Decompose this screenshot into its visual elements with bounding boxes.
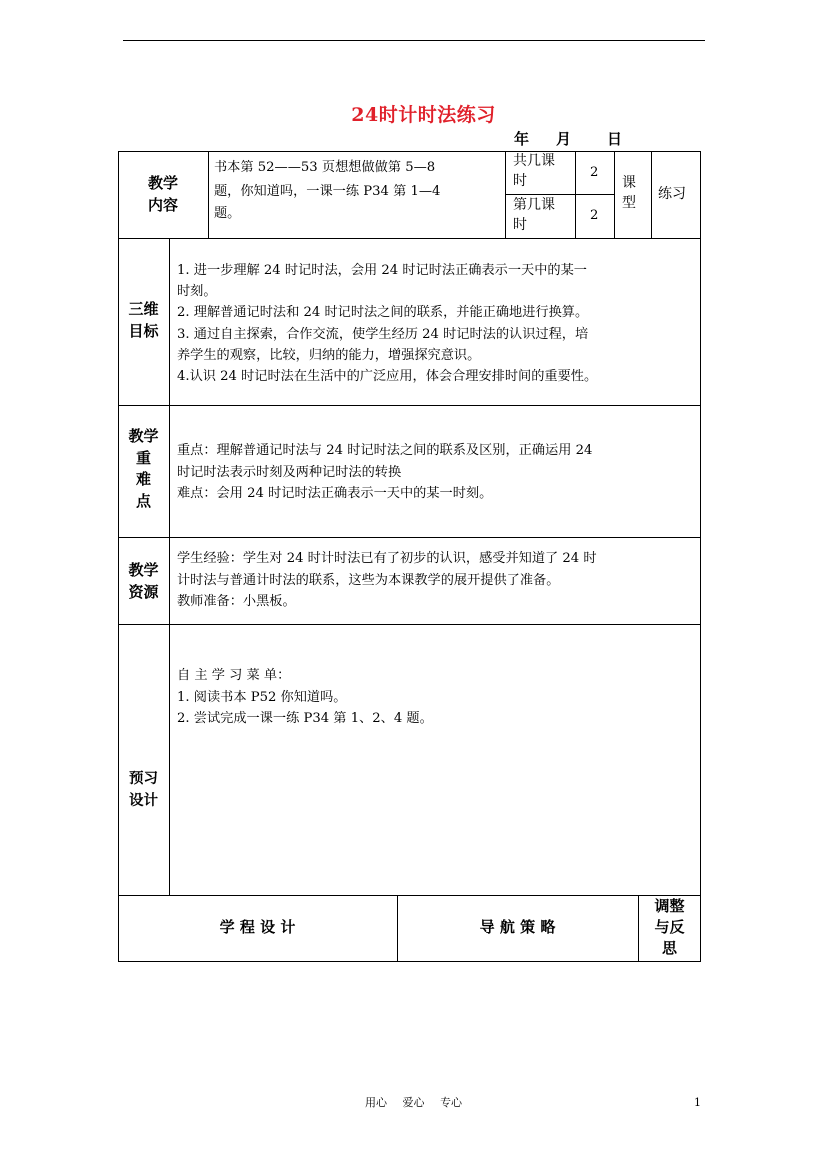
col-divider: [651, 151, 652, 238]
row-divider: [118, 537, 701, 538]
page-title: 24时计时法练习: [351, 104, 496, 126]
reflection-header: 调整 与反 思: [654, 897, 685, 957]
row-divider: [118, 895, 701, 896]
total-lessons-label: 共几课 时: [513, 153, 555, 189]
content-label: 教学 内容: [147, 174, 178, 214]
col-divider: [169, 238, 170, 895]
preview-text: 自 主 学 习 菜 单： 1. 阅读书本 P52 你知道吗。 2. 尝试完成一课一练 P34 第 1、2、4 题。: [177, 668, 433, 726]
keypoints-label: 教学 重 难 点: [128, 427, 159, 510]
keypoints-text: 重点：理解普通记时法与 24 时记时法之间的联系及区别，正确运用 24 时记时法表示时刻及两种记时法的转换 难点：会用 24 时记时法正确表示一天中的某一时刻。: [177, 443, 593, 501]
date-day-label: 日: [607, 130, 623, 148]
strategy-header: 导 航 策 略: [479, 918, 556, 936]
lesson-number-value: 2: [590, 208, 599, 223]
col-divider: [208, 151, 209, 238]
page-number: 1: [694, 1096, 701, 1109]
row-divider: [118, 624, 701, 625]
date-month-label: 月: [556, 130, 572, 148]
header-rule: [123, 40, 705, 41]
row-divider: [118, 405, 701, 406]
total-lessons-value: 2: [590, 165, 599, 180]
preview-label: 预习 设计: [129, 770, 158, 809]
lesson-number-label: 第几课 时: [513, 197, 555, 233]
lesson-type-value: 练习: [658, 186, 686, 202]
resources-label: 教学 资源: [128, 561, 159, 601]
row-divider: [118, 238, 701, 239]
resources-text: 学生经验：学生对 24 时计时法已有了初步的认识，感受并知道了 24 时 计时法与普通计时法的联系，这些为本课教学的展开提供了准备。 教师准备：小黑板。: [177, 551, 597, 609]
goals-text: 1. 进一步理解 24 时记时法，会用 24 时记时法正确表示一天中的某一 时刻。 2. 理解普通记时法和 24 时记时法之间的联系，并能正确地进行换算。 3. 通过自主探索，合作交流，使学生经历 24 时记时法的认识过程，培 养学生的观察，比较，归纳的能力，增强探究意识。 4.认识 24 时记时法在生活中的广泛应用，体会合理安排时间的重要性。: [177, 263, 598, 385]
date-year-label: 年: [514, 130, 530, 148]
page-footer: 用心 爱心 专心: [365, 1096, 462, 1109]
content-text: 书本第 52——53 页想想做做第 5—8 题，你知道吗，一课一练 P34 第 1—4 题。: [214, 160, 441, 221]
process-design-header: 学 程 设 计: [219, 918, 296, 936]
lesson-type-label: 课 型: [622, 175, 636, 211]
goals-label: 三维 目标: [128, 300, 159, 340]
